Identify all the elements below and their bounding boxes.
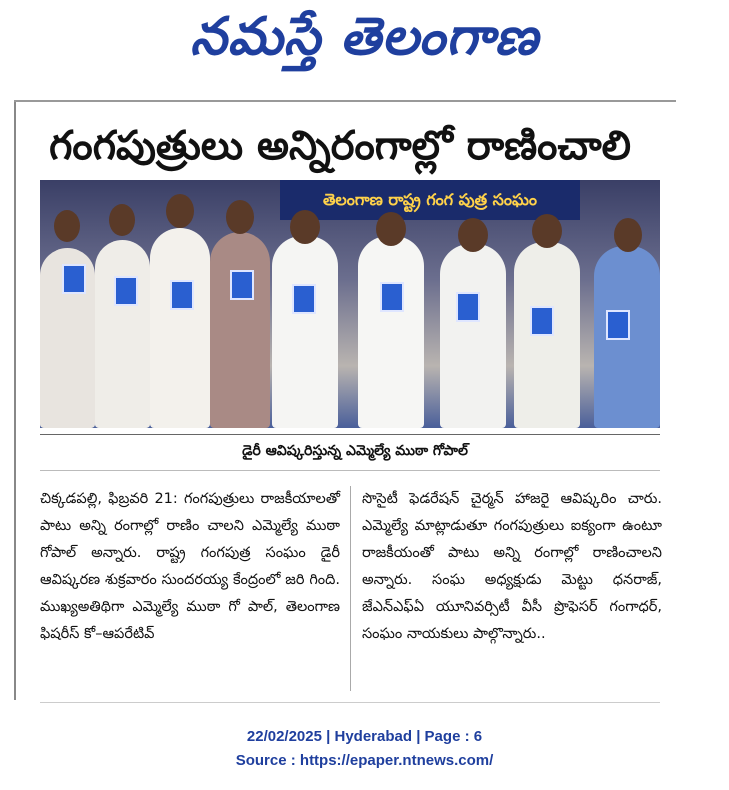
person-head bbox=[376, 212, 406, 246]
person-head bbox=[54, 210, 80, 242]
person-head bbox=[226, 200, 254, 234]
newspaper-masthead: నమస్తే తెలంగాణ bbox=[190, 7, 539, 67]
person-figure bbox=[358, 236, 424, 428]
footer-date-location: 22/02/2025 | Hyderabad | Page : 6 bbox=[246, 728, 483, 745]
diary-book bbox=[380, 282, 404, 312]
clipping-bottom-rule bbox=[40, 702, 660, 703]
person-head bbox=[458, 218, 488, 252]
person-head bbox=[532, 214, 562, 248]
person-head bbox=[614, 218, 642, 252]
person-figure bbox=[95, 240, 150, 428]
person-head bbox=[290, 210, 320, 244]
diary-book bbox=[114, 276, 138, 306]
person-figure bbox=[440, 244, 506, 428]
clipping-border-top bbox=[14, 100, 676, 102]
column-divider bbox=[350, 486, 351, 691]
person-figure bbox=[150, 228, 210, 428]
diary-book bbox=[606, 310, 630, 340]
diary-book bbox=[530, 306, 554, 336]
person-figure bbox=[210, 232, 270, 428]
diary-book bbox=[170, 280, 194, 310]
footer-source-link[interactable]: Source : https://epaper.ntnews.com/ bbox=[235, 752, 494, 769]
article-body-right: సొసైటీ ఫెడరేషన్ చైర్మన్ హాజరై ఆవిష్కరిం చారు. ఎమ్మెల్యే మాట్లాడుతూ గంగపుత్రులు ఐక్యంగా ఉంటూ రాజకీయంతో పాటు అన్ని రంగాల్లో రాణించాలని అన్నారు. సంఘ అధ్యక్షుడు మెట్టు ధనరాజ్, జేఎన్ఎఫ్ఏ యూనివర్సిటీ వీసీ ప్రొఫెసర్ గంగాధర్, సంఘం నాయకులు పాల్గొన్నారు.. bbox=[362, 491, 662, 642]
article-photo bbox=[40, 180, 660, 428]
person-head bbox=[109, 204, 135, 236]
diary-book bbox=[230, 270, 254, 300]
article-headline: గంగపుత్రులు అన్నిరంగాల్లో రాణించాలి bbox=[49, 123, 631, 169]
person-head bbox=[166, 194, 194, 228]
person-figure bbox=[272, 236, 338, 428]
photo-caption: డైరీ ఆవిష్కరిస్తున్న ఎమ్మెల్యే ముఠా గోపాల్ bbox=[242, 443, 468, 459]
diary-book bbox=[62, 264, 86, 294]
caption-rule-bottom bbox=[40, 470, 660, 471]
caption-rule-top bbox=[40, 434, 660, 435]
clipping-border-left bbox=[14, 100, 16, 700]
article-body-left: చిక్కడపల్లి, ఫిబ్రవరి 21: గంగపుత్రులు రాజకీయాలతో పాటు అన్ని రంగాల్లో రాణిం చాలని ఎమ్మెల్యే ముఠా గోపాల్ అన్నారు. రాష్ట్ర గంగపుత్ర సంఘం డైరీ ఆవిష్కరణ శుక్రవారం సుందరయ్య కేంద్రంలో జరి గింది. ముఖ్యఅతిథిగా ఎమ్మెల్యే ముఠా గో పాల్, తెలంగాణ ఫిషరీస్ కో–ఆపరేటివ్ bbox=[40, 491, 340, 642]
diary-book bbox=[292, 284, 316, 314]
photo-banner: తెలంగాణ రాష్ట్ర గంగ పుత్ర సంఘం bbox=[280, 180, 580, 220]
diary-book bbox=[456, 292, 480, 322]
